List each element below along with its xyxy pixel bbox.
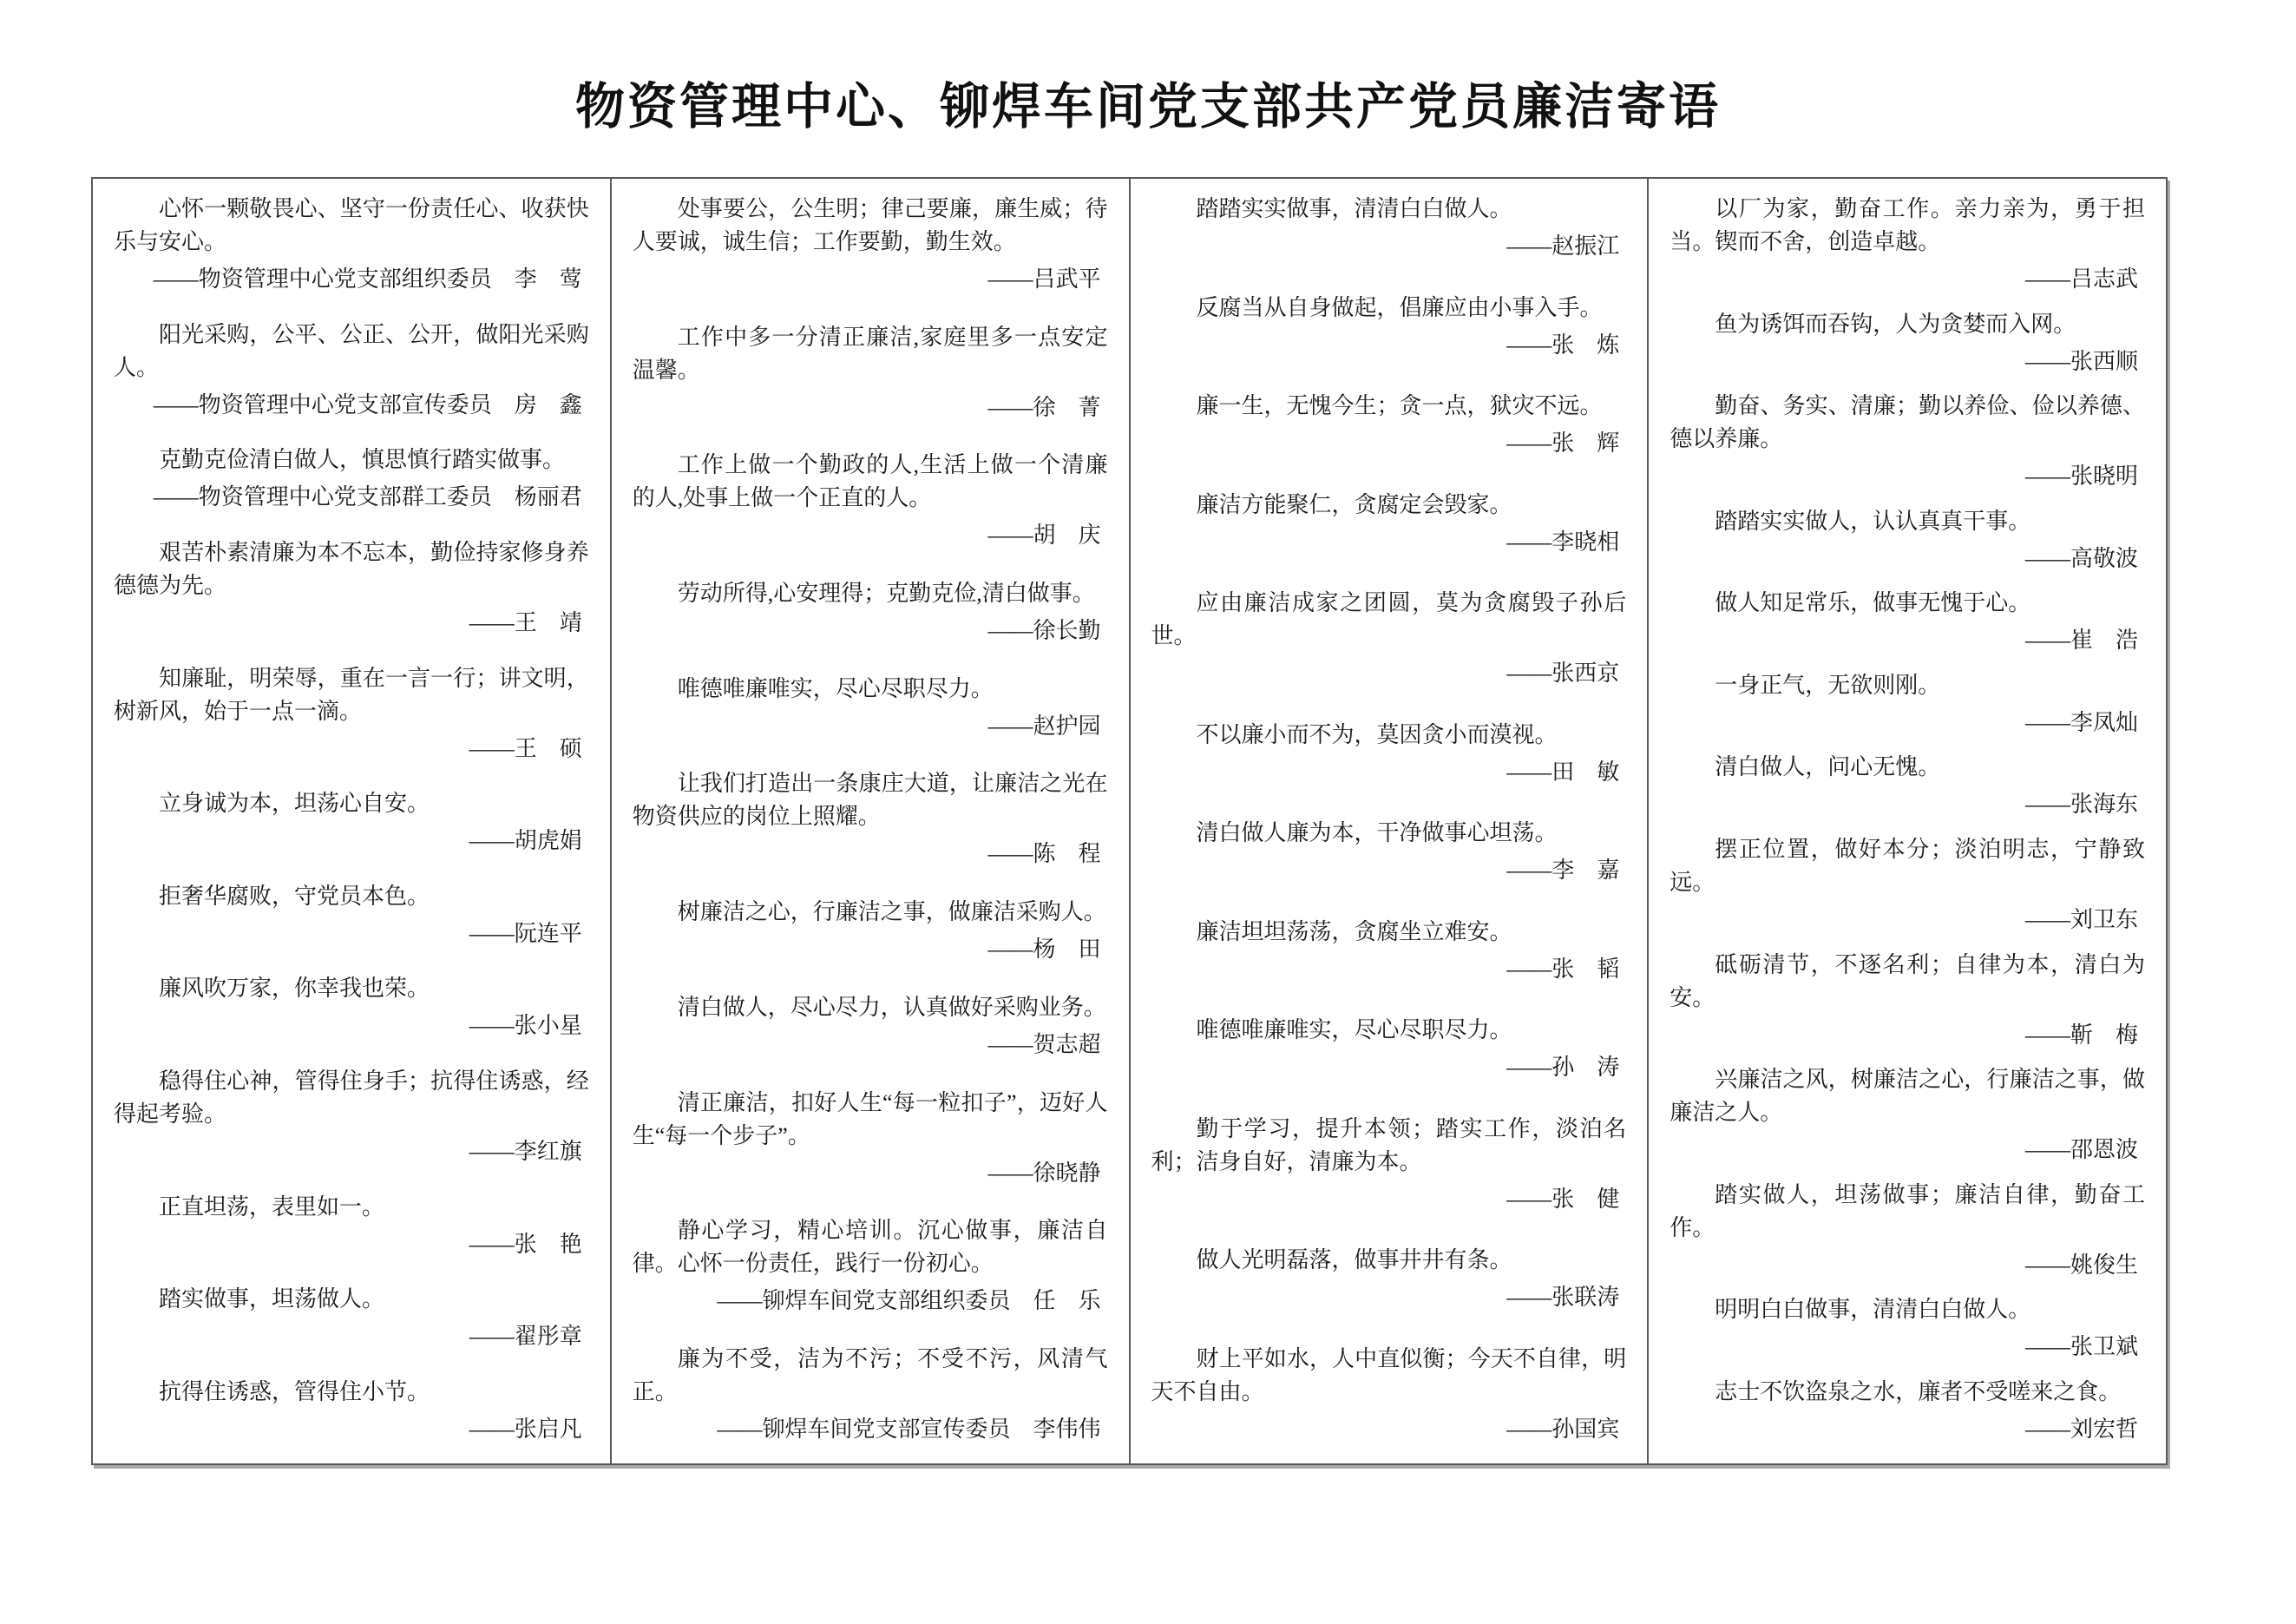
quote-text: 廉为不受，洁为不污；不受不污，风清气正。 [632, 1345, 1108, 1404]
quote-author: ——徐 菁 [987, 394, 1101, 420]
quote-author: ——张卫斌 [2024, 1334, 2138, 1360]
quote-author: ——张海东 [2024, 792, 2138, 818]
quote-text: 清白做人，问心无愧。 [1715, 754, 1941, 780]
quote-text: 让我们打造出一条康庄大道，让廉洁之光在物资供应的岗位上照耀。 [632, 771, 1108, 830]
quote-text: 唯德唯廉唯实，尽心尽职尽力。 [1196, 1017, 1512, 1043]
quote-text: 一身正气，无欲则刚。 [1715, 672, 1941, 698]
quote-author: ——田 敏 [1506, 759, 1620, 785]
quote-entry [633, 321, 1108, 424]
quote-author: ——刘宏哲 [2024, 1416, 2138, 1442]
quote-author: ——赵护园 [987, 713, 1101, 739]
quote-entry [633, 767, 1108, 871]
quote-entry [1670, 751, 2145, 821]
quote-author: ——铆焊车间党支部组织委员 任 乐 [717, 1288, 1101, 1314]
quote-author: ——贺志超 [987, 1031, 1101, 1057]
quote-entry [1670, 949, 2145, 1052]
quote-author: ——张晓明 [2024, 464, 2138, 490]
quote-entry [1670, 308, 2145, 378]
quote-author: ——翟彤章 [469, 1324, 582, 1350]
quote-author: ——李晓相 [1506, 529, 1620, 555]
quote-entry [633, 193, 1108, 296]
quote-text: 踏实做事，坦荡做人。 [159, 1286, 385, 1312]
quote-entry [633, 673, 1108, 743]
quote-text: 树廉洁之心，行廉洁之事，做廉洁采购人。 [677, 899, 1106, 925]
quote-author: ——徐长勤 [987, 618, 1101, 644]
quote-text: 工作中多一分清正廉洁,家庭里多一点安定温馨。 [632, 324, 1108, 383]
quote-author: ——铆焊车间党支部宣传委员 李伟伟 [717, 1416, 1101, 1442]
quote-entry [1151, 193, 1627, 263]
quote-entry [633, 449, 1108, 552]
quote-text: 踏踏实实做人，认认真真干事。 [1715, 508, 2031, 534]
column-1 [93, 179, 610, 1463]
quote-entry [114, 319, 589, 422]
quote-entry [1151, 1014, 1627, 1084]
quote-author: ——张 韬 [1506, 956, 1620, 982]
quote-text: 抗得住诱惑，管得住小节。 [159, 1378, 430, 1404]
quote-entry [1151, 817, 1627, 887]
quote-text: 财上平如水，人中直似衡；今天不自律，明天不自由。 [1151, 1345, 1627, 1404]
quote-text: 明明白白做事，清清白白做人。 [1715, 1297, 2031, 1323]
quote-text: 清白做人廉为本，干净做事心坦荡。 [1196, 820, 1558, 846]
quote-text: 清白做人，尽心尽力，认真做好采购业务。 [677, 994, 1106, 1020]
quote-entry [114, 193, 589, 296]
quote-text: 兴廉洁之风，树廉洁之心，行廉洁之事，做廉洁之人。 [1670, 1067, 2145, 1126]
quote-text: 廉洁坦坦荡荡，贪腐坐立难安。 [1196, 918, 1512, 944]
quote-text: 立身诚为本，坦荡心自安。 [159, 791, 430, 817]
quote-text: 砥砺清节，不逐名利；自律为本，清白为安。 [1670, 951, 2145, 1010]
quote-author: ——靳 梅 [2024, 1022, 2138, 1048]
quote-author: ——物资管理中心党支部群工委员 杨丽君 [153, 484, 582, 510]
quote-author: ——姚俊生 [2024, 1252, 2138, 1278]
quote-entry [1670, 1293, 2145, 1364]
quote-text: 处事要公，公生明；律己要廉，廉生威；待人要诚，诚生信；工作要勤，勤生效。 [632, 196, 1108, 254]
quote-author: ——张 炼 [1506, 332, 1620, 358]
quotes-table [91, 177, 2168, 1465]
quote-author: ——刘卫东 [2024, 907, 2138, 933]
quote-author: ——张启凡 [469, 1416, 582, 1442]
quote-text: 正直坦荡，表里如一。 [159, 1193, 385, 1220]
quote-entry [1670, 505, 2145, 575]
quote-entry [633, 1087, 1108, 1190]
quote-entry [1670, 833, 2145, 937]
quote-text: 阳光采购，公平、公正、公开，做阳光采购人。 [114, 321, 589, 380]
quote-author: ——物资管理中心党支部组织委员 李 莺 [153, 266, 582, 292]
quote-entry [1670, 1376, 2145, 1446]
quote-author: ——邵恩波 [2024, 1137, 2138, 1163]
quote-entry [1151, 390, 1627, 460]
quote-author: ——张小星 [469, 1013, 582, 1039]
quote-text: 踏踏实实做事，清清白白做人。 [1196, 196, 1512, 221]
quote-author: ——孙国宾 [1506, 1416, 1620, 1442]
quote-text: 艰苦朴素清廉为本不忘本，勤俭持家修身养德德为先。 [114, 539, 589, 598]
quote-text: 拒奢华腐败，守党员本色。 [159, 883, 430, 909]
quote-entry [1670, 1179, 2145, 1282]
quote-author: ——陈 程 [987, 841, 1101, 867]
quote-text: 清正廉洁，扣好人生“每一粒扣子”，迈好人生“每一个步子”。 [632, 1089, 1108, 1148]
quote-entry [114, 662, 589, 766]
quote-author: ——张西顺 [2024, 348, 2138, 374]
quote-author: ——张 健 [1506, 1186, 1620, 1212]
quote-entry [633, 577, 1108, 648]
quote-text: 应由廉洁成家之团圆，莫为贪腐毁子孙后世。 [1151, 590, 1627, 649]
quote-text: 勤于学习，提升本领；踏实工作，淡泊名利；洁身自好，清廉为本。 [1151, 1115, 1627, 1174]
quote-author: ——李红旗 [469, 1139, 582, 1164]
quote-author: ——李凤灿 [2024, 709, 2138, 735]
quote-entry [114, 444, 589, 514]
quote-text: 心怀一颗敬畏心、坚守一份责任心、收获快乐与安心。 [114, 196, 589, 254]
quote-entry [114, 1283, 589, 1353]
quote-author: ——杨 田 [987, 937, 1101, 963]
quote-author: ——李 嘉 [1506, 858, 1620, 884]
quote-author: ——崔 浩 [2024, 628, 2138, 654]
quote-text: 以厂为家，勤奋工作。亲力亲为，勇于担当。锲而不舍，创造卓越。 [1670, 196, 2145, 254]
quote-entry [114, 1065, 589, 1168]
quote-entry [114, 536, 589, 640]
quote-entry [1670, 193, 2145, 296]
quote-entry [1151, 916, 1627, 986]
quote-author: ——张联涛 [1506, 1285, 1620, 1311]
quote-text: 勤奋、务实、清廉；勤以养俭、俭以养德、德以养廉。 [1670, 393, 2145, 452]
quote-entry [1151, 587, 1627, 690]
quote-author: ——吕武平 [987, 266, 1101, 292]
quote-entry [633, 1343, 1108, 1446]
quote-text: 工作上做一个勤政的人,生活上做一个清廉的人,处事上做一个正直的人。 [632, 452, 1108, 511]
quote-text: 不以廉小而不为，莫因贪小而漠视。 [1196, 721, 1558, 747]
quote-author: ——王 靖 [469, 609, 582, 635]
quote-author: ——张 辉 [1506, 431, 1620, 457]
quote-author: ——赵振江 [1506, 233, 1620, 259]
quote-entry [1670, 587, 2145, 657]
quote-text: 静心学习，精心培训。沉心做事，廉洁自律。心怀一份责任，践行一份初心。 [632, 1218, 1108, 1277]
quote-text: 克勤克俭清白做人，慎思慎行踏实做事。 [159, 447, 566, 473]
quote-entry [633, 1214, 1108, 1318]
quote-author: ——物资管理中心党支部宣传委员 房 鑫 [153, 391, 582, 418]
quote-entry [114, 1191, 589, 1261]
quote-author: ——阮连平 [469, 920, 582, 946]
quote-text: 做人光明磊落，做事井井有条。 [1196, 1247, 1512, 1273]
quote-entry [633, 991, 1108, 1062]
quote-entry [1151, 719, 1627, 789]
quote-text: 鱼为诱饵而吞钩，人为贪婪而入网。 [1715, 311, 2076, 337]
quote-text: 知廉耻，明荣辱，重在一言一行；讲文明，树新风，始于一点一滴。 [114, 665, 589, 724]
quote-entry [1151, 489, 1627, 559]
quote-entry [1151, 1113, 1627, 1216]
quote-text: 廉一生，无愧今生；贪一点，狱灾不远。 [1196, 393, 1603, 419]
quote-text: 摆正位置，做好本分；淡泊明志，宁静致远。 [1670, 837, 2145, 896]
quote-author: ——徐晓静 [987, 1160, 1101, 1186]
page-title: 物资管理中心、铆焊车间党支部共产党员廉洁寄语 [575, 80, 1721, 135]
quote-author: ——胡 庆 [987, 523, 1101, 549]
quote-text: 廉风吹万家，你幸我也荣。 [159, 976, 430, 1002]
quote-entry [114, 787, 589, 858]
quote-author: ——高敬波 [2024, 545, 2138, 571]
column-3 [1129, 179, 1648, 1463]
quote-text: 踏实做人，坦荡做事；廉洁自律，勤奋工作。 [1670, 1181, 2145, 1240]
quote-entry [633, 896, 1108, 966]
quote-entry [1151, 292, 1627, 362]
quote-entry [1670, 390, 2145, 493]
column-2 [610, 179, 1129, 1463]
quote-author: ——张西京 [1506, 661, 1620, 687]
quote-author: ——吕志武 [2024, 266, 2138, 292]
quote-entry [114, 1376, 589, 1446]
quote-text: 反腐当从自身做起，倡廉应由小事入手。 [1196, 294, 1603, 320]
quote-text: 廉洁方能聚仁，贪腐定会毁家。 [1196, 491, 1512, 517]
quote-entry [1151, 1244, 1627, 1314]
quote-entry [1151, 1343, 1627, 1446]
quote-text: 志士不饮盗泉之水，廉者不受嗟来之食。 [1715, 1378, 2122, 1404]
quote-text: 做人知足常乐，做事无愧于心。 [1715, 590, 2031, 616]
quote-entry [114, 880, 589, 950]
quote-author: ——王 硕 [469, 735, 582, 761]
column-4 [1647, 179, 2166, 1463]
quote-entry [114, 972, 589, 1042]
quote-entry [1670, 1063, 2145, 1167]
quote-text: 唯德唯廉唯实，尽心尽职尽力。 [677, 675, 994, 701]
quote-author: ——张 艳 [469, 1231, 582, 1257]
quote-text: 劳动所得,心安理得；克勤克俭,清白做事。 [677, 581, 1095, 607]
quote-entry [1670, 669, 2145, 740]
quote-text: 稳得住心神，管得住身手；抗得住诱惑，经得起考验。 [114, 1068, 589, 1127]
quote-author: ——孙 涛 [1506, 1055, 1620, 1081]
quote-author: ——胡虎娟 [469, 828, 582, 854]
